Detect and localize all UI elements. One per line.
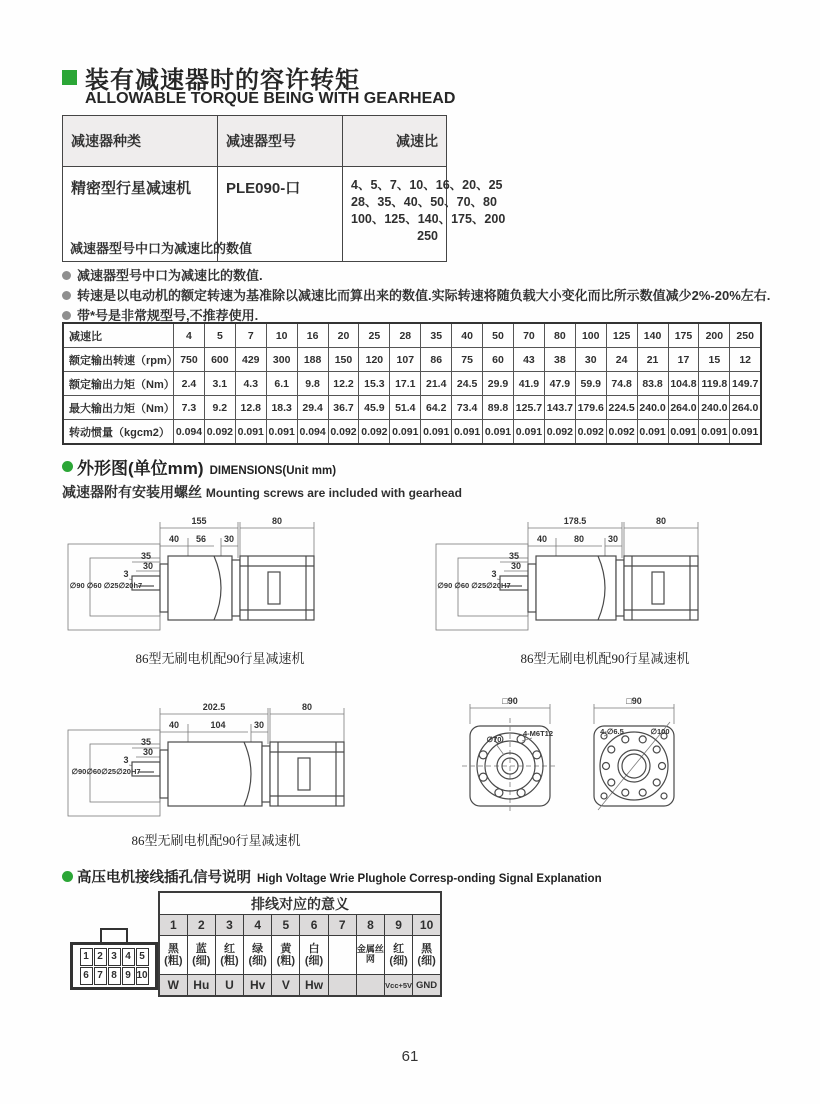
spec-value: 83.8 [637,372,668,396]
front-view-drawings [452,678,702,818]
note-text: 减速器型号中口为减速比的数值. [77,268,263,283]
gearhead-type: 精密型行星减速机 [63,167,218,262]
dimensions-subtitle-cn: 减速器附有安装用螺丝 [62,484,202,500]
spec-value: 18.3 [266,396,297,420]
spec-value: 0.094 [174,420,205,445]
dim-e: 35 [140,737,152,747]
pin-number: 9 [385,915,413,936]
connector-pin-row [74,947,154,966]
drawing-caption: 86型无刷电机配90行星减速机 [520,651,690,666]
signal-name: Vcc+5V [385,975,413,997]
ratio-line: 28、35、40、50、70、80 [351,194,497,209]
spec-value: 50 [483,323,514,348]
dim-b: 80 [573,534,585,544]
bullet-icon [62,291,71,300]
wiring-title-cn: 高压电机接线插孔信号说明 [77,870,251,886]
dim-a: 40 [536,534,548,544]
spec-value: 43 [513,348,544,372]
spec-value: 7.3 [174,396,205,420]
spec-value: 100 [575,323,606,348]
spec-row [63,372,761,396]
wire-color: 蓝(细) [187,936,215,975]
spec-value: 10 [266,323,297,348]
signal-name: W [159,975,187,997]
pin-number: 7 [328,915,356,936]
spec-value: 60 [483,348,514,372]
signal-name: Hu [187,975,215,997]
section-bullet-icon [62,871,73,882]
wire-color: 绿(细) [244,936,272,975]
dim-e: 35 [140,551,152,561]
spec-value: 125.7 [513,396,544,420]
spec-value: 0.091 [390,420,421,445]
spec-value: 264.0 [730,396,761,420]
spec-value: 0.091 [730,420,761,445]
spec-value: 80 [544,323,575,348]
signal-name: GND [413,975,441,997]
spec-value: 41.9 [513,372,544,396]
wiring-section-header [62,866,602,887]
dim-g: 3 [123,755,129,765]
drawing-caption: 86型无刷电机配90行星减速机 [135,651,305,666]
spec-value: 150 [328,348,359,372]
ratio-line: 100、125、140、175、200 [351,211,506,226]
dim-thru-holes: 4-∅6.5 [600,727,624,736]
drawing-caption: 86型无刷电机配90行星减速机 [131,833,301,848]
wire-color: 红(粗) [215,936,243,975]
spec-value: 70 [513,323,544,348]
pin-number: 3 [215,915,243,936]
note-item [62,286,770,306]
spec-value: 107 [390,348,421,372]
spec-value: 0.092 [204,420,235,445]
dim-motor: 80 [655,516,667,526]
spec-value: 47.9 [544,372,575,396]
spec-row-label: 额定输出力矩（Nm） [63,372,174,396]
spec-value: 149.7 [730,372,761,396]
wiring-pin-row [159,915,441,936]
signal-name: Hv [244,975,272,997]
side-view-drawing-1 [62,508,392,648]
bullet-icon [62,271,71,280]
pin-number: 1 [159,915,187,936]
spec-value: 0.091 [421,420,452,445]
ratio-line: 4、5、7、10、16、20、25 [351,178,503,192]
note-text: 转速是以电动机的额定转速为基准除以减速比而算出来的数值.实际转速将随负载大小变化而比所示数值减少2%-20%左右. [77,288,771,304]
wiring-title-row [159,892,441,915]
spec-row [63,323,761,348]
dim-diameters: ∅90 ∅60 ∅25∅20H7 [437,581,511,590]
spec-value: 40 [452,323,483,348]
col-gearhead-ratio: 减速比 [343,116,447,167]
spec-value: 600 [204,348,235,372]
spec-value: 86 [421,348,452,372]
spec-value: 0.091 [266,420,297,445]
spec-value: 24.5 [452,372,483,396]
col-gearhead-model: 减速器型号 [218,116,343,167]
pin-number: 8 [356,915,384,936]
wire-color: 黑(粗) [159,936,187,975]
page-title-cn: 装有减速器时的容许转矩 [85,67,360,94]
spec-value: 9.2 [204,396,235,420]
dim-c: 30 [253,720,265,730]
spec-value: 0.092 [544,420,575,445]
spec-value: 0.091 [699,420,730,445]
spec-value: 45.9 [359,396,390,420]
dim-total: 178.5 [563,516,587,526]
wire-color: 白(细) [300,936,328,975]
connector-latch [100,928,128,942]
spec-value: 35 [421,323,452,348]
spec-value: 175 [668,323,699,348]
green-square-icon [62,70,77,85]
spec-row-label: 转动惯量（kgcm2） [63,420,174,445]
spec-value: 143.7 [544,396,575,420]
connector-pin-row [74,966,154,985]
side-view-drawing-3 [62,694,392,834]
dim-diameters: ∅90 ∅60 ∅25∅20h7 [69,581,143,590]
spec-value: 0.091 [668,420,699,445]
spec-value: 188 [297,348,328,372]
gearhead-ratios [343,167,506,262]
dim-tap-holes: 4-M6T12 [522,729,554,738]
spec-value: 29.4 [297,396,328,420]
spec-row-label: 减速比 [63,323,174,348]
spec-value: 21.4 [421,372,452,396]
connector-pin: 3 [108,948,121,966]
pin-number: 2 [187,915,215,936]
notes-list [62,266,770,326]
spec-value: 38 [544,348,575,372]
note-item [62,266,770,286]
wiring-color-row [159,936,441,975]
wire-color: 金属丝网 [356,936,384,975]
spec-row [63,420,761,445]
spec-value: 429 [235,348,266,372]
spec-value: 24 [606,348,637,372]
spec-value: 300 [266,348,297,372]
spec-value: 250 [730,323,761,348]
spec-value: 59.9 [575,372,606,396]
wire-color [328,936,356,975]
connector-pin: 2 [94,948,107,966]
dimensions-subtitle-en: Mounting screws are included with gearhead [205,486,462,500]
spec-value: 240.0 [637,396,668,420]
dim-square: □90 [502,696,518,706]
wire-color: 黑(细) [413,936,441,975]
dim-total: 202.5 [202,702,226,712]
spec-value: 0.094 [297,420,328,445]
spec-value: 28 [390,323,421,348]
section-bullet-icon [62,461,73,472]
spec-value: 4 [174,323,205,348]
dim-f: 30 [142,561,154,571]
pin-number: 10 [413,915,441,936]
connector-pin: 5 [136,948,149,966]
connector-pin: 1 [80,948,93,966]
wiring-table-title: 排线对应的意义 [159,892,441,915]
page-number: 61 [401,1048,419,1065]
bullet-icon [62,311,71,320]
wiring-table [158,891,442,997]
note-text: 带*号是非常规型号,不推荐使用. [77,308,259,324]
signal-name: Hw [300,975,328,997]
spec-value: 17.1 [390,372,421,396]
spec-value: 0.092 [328,420,359,445]
dim-a: 40 [168,534,180,544]
side-view-drawing-2 [430,508,760,648]
dim-square: □90 [626,696,642,706]
spec-value: 119.8 [699,372,730,396]
spec-value: 12 [730,348,761,372]
connector-pin: 9 [122,967,135,985]
signal-name: V [272,975,300,997]
spec-value: 224.5 [606,396,637,420]
spec-value: 2.4 [174,372,205,396]
spec-value: 125 [606,323,637,348]
wire-color: 红(细) [385,936,413,975]
dimensions-title-cn: 外形图(单位mm) [77,459,204,478]
spec-value: 73.4 [452,396,483,420]
spec-row-label: 额定输出转速（rpm） [63,348,174,372]
spec-value: 74.8 [606,372,637,396]
pin-number: 4 [244,915,272,936]
dim-c: 30 [607,534,619,544]
spec-value: 25 [359,323,390,348]
dim-bolt-circle: ∅100 [650,727,670,736]
dim-a: 40 [168,720,180,730]
spec-value: 104.8 [668,372,699,396]
connector-body [70,942,158,990]
gearhead-model: PLE090-口 [218,167,343,262]
dim-motor: 80 [271,516,283,526]
dimensions-subtitle [62,482,462,502]
spec-value: 17 [668,348,699,372]
dim-diameters: ∅90∅60∅25∅20H7 [71,767,141,776]
signal-name [328,975,356,997]
spec-value: 240.0 [699,396,730,420]
gearhead-header-row [63,116,447,167]
spec-value: 3.1 [204,372,235,396]
connector-pin: 6 [80,967,93,985]
spec-value: 12.8 [235,396,266,420]
spec-value: 5 [204,323,235,348]
wiring-title-en: High Voltage Wrie Plughole Corresp-onding Signal Explanation [257,873,602,885]
dim-motor: 80 [301,702,313,712]
spec-value: 179.6 [575,396,606,420]
connector-diagram [70,928,158,990]
spec-value: 51.4 [390,396,421,420]
pin-number: 5 [272,915,300,936]
dim-g: 3 [123,569,129,579]
spec-value: 4.3 [235,372,266,396]
spec-value: 9.8 [297,372,328,396]
dim-f: 30 [142,747,154,757]
spec-value: 264.0 [668,396,699,420]
spec-value: 7 [235,323,266,348]
spec-value: 89.8 [483,396,514,420]
dimensions-title-en: DIMENSIONS(Unit mm) [209,465,337,477]
spec-value: 140 [637,323,668,348]
dim-pilot-dia: ∅70 [486,735,502,744]
dim-c: 30 [223,534,235,544]
spec-value: 0.092 [575,420,606,445]
page-title-en: ALLOWABLE TORQUE BEING WITH GEARHEAD [85,90,456,107]
spec-row [63,348,761,372]
spec-row [63,396,761,420]
spec-value: 750 [174,348,205,372]
spec-value: 15 [699,348,730,372]
dimensions-section-header [62,454,336,479]
connector-pin: 8 [108,967,121,985]
dim-b: 56 [195,534,207,544]
spec-value: 200 [699,323,730,348]
gearhead-footnote: 减速器型号中口为减速比的数值 [70,241,253,256]
dim-g: 3 [491,569,497,579]
connector-pin: 10 [136,967,149,985]
spec-value: 30 [575,348,606,372]
spec-value: 0.092 [606,420,637,445]
spec-value: 16 [297,323,328,348]
dim-e: 35 [508,551,520,561]
spec-value: 120 [359,348,390,372]
signal-name [356,975,384,997]
spec-value: 0.091 [235,420,266,445]
wiring-signal-row [159,975,441,997]
spec-value: 0.091 [637,420,668,445]
pin-number: 6 [300,915,328,936]
spec-value: 29.9 [483,372,514,396]
spec-value: 6.1 [266,372,297,396]
connector-pin: 4 [122,948,135,966]
spec-value: 75 [452,348,483,372]
spec-value: 64.2 [421,396,452,420]
spec-value: 0.091 [452,420,483,445]
spec-row-label: 最大输出力矩（Nm） [63,396,174,420]
spec-value: 20 [328,323,359,348]
spec-value: 0.091 [483,420,514,445]
spec-value: 12.2 [328,372,359,396]
spec-table [62,322,762,445]
spec-value: 0.092 [359,420,390,445]
dim-b: 104 [210,720,226,730]
dim-f: 30 [510,561,522,571]
wire-color: 黄(粗) [272,936,300,975]
signal-name: U [215,975,243,997]
spec-value: 21 [637,348,668,372]
ratio-line: 250 [417,228,438,243]
connector-pin: 7 [94,967,107,985]
spec-value: 0.091 [513,420,544,445]
spec-value: 15.3 [359,372,390,396]
dim-total: 155 [191,516,207,526]
spec-value: 36.7 [328,396,359,420]
col-gearhead-type: 减速器种类 [63,116,218,167]
